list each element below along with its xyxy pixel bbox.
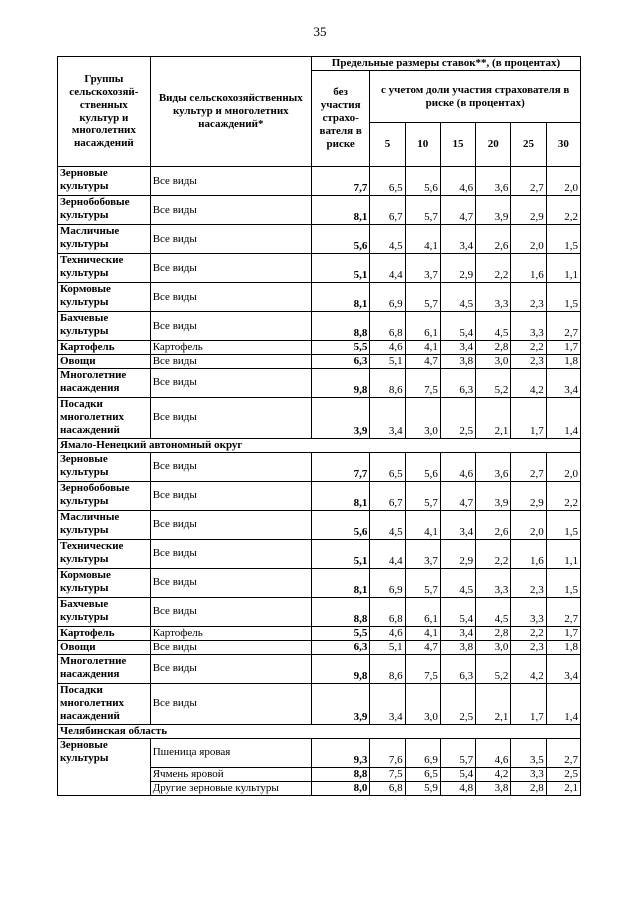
rate-share-25: 2,0	[511, 510, 546, 539]
crop-kind: Ячмень яровой	[150, 767, 311, 781]
rate-without-share: 8,1	[311, 283, 369, 312]
rate-share-10: 5,7	[405, 283, 440, 312]
rate-share-5: 7,6	[370, 738, 405, 767]
rate-share-30: 1,7	[546, 341, 580, 355]
crop-group: Технические культуры	[58, 539, 151, 568]
rate-share-20: 3,0	[476, 354, 511, 368]
rate-share-25: 3,3	[511, 312, 546, 341]
rate-share-30: 3,4	[546, 368, 580, 397]
rate-share-25: 1,6	[511, 254, 546, 283]
rate-share-15: 3,8	[440, 354, 475, 368]
rate-share-5: 6,8	[370, 781, 405, 795]
table-row	[58, 354, 581, 368]
rate-share-30: 1,4	[546, 683, 580, 724]
rate-share-30: 2,7	[546, 597, 580, 626]
rate-without-share: 7,7	[311, 452, 369, 481]
rate-share-5: 6,5	[370, 167, 405, 196]
rate-share-25: 2,3	[511, 568, 546, 597]
rate-share-15: 2,5	[440, 683, 475, 724]
rate-share-10: 4,1	[405, 510, 440, 539]
rate-share-25: 2,3	[511, 283, 546, 312]
rate-share-25: 2,3	[511, 640, 546, 654]
rate-share-30: 1,5	[546, 225, 580, 254]
rate-share-5: 6,7	[370, 481, 405, 510]
rate-share-5: 6,9	[370, 568, 405, 597]
table-row	[58, 510, 581, 539]
rate-share-5: 3,4	[370, 397, 405, 438]
region-yamalo-nenets: Ямало-Ненецкий автономный округ	[58, 438, 581, 452]
rate-share-5: 8,6	[370, 654, 405, 683]
rate-share-10: 4,1	[405, 626, 440, 640]
rate-share-30: 2,0	[546, 452, 580, 481]
rate-share-10: 3,0	[405, 683, 440, 724]
rate-without-share: 6,3	[311, 640, 369, 654]
table-row	[58, 167, 581, 196]
rate-share-20: 2,6	[476, 510, 511, 539]
rate-without-share: 5,1	[311, 539, 369, 568]
rate-share-15: 3,4	[440, 510, 475, 539]
rate-share-5: 6,7	[370, 196, 405, 225]
rate-share-5: 8,6	[370, 368, 405, 397]
rate-share-10: 6,9	[405, 738, 440, 767]
rate-share-10: 3,7	[405, 539, 440, 568]
rate-share-5: 4,4	[370, 539, 405, 568]
rate-share-5: 3,4	[370, 683, 405, 724]
rate-share-15: 5,7	[440, 738, 475, 767]
crop-group: Зерновые культуры	[58, 738, 151, 795]
rate-share-10: 4,1	[405, 341, 440, 355]
region-chelyabinsk: Челябинская область	[58, 724, 581, 738]
rate-share-30: 2,7	[546, 738, 580, 767]
rate-share-25: 4,2	[511, 654, 546, 683]
rate-share-20: 3,0	[476, 640, 511, 654]
rate-without-share: 5,6	[311, 225, 369, 254]
rate-share-25: 2,9	[511, 196, 546, 225]
rate-share-30: 1,8	[546, 640, 580, 654]
rate-share-15: 4,7	[440, 481, 475, 510]
rate-share-10: 5,6	[405, 167, 440, 196]
page-number: 35	[313, 24, 327, 39]
crop-kind: Все виды	[150, 539, 311, 568]
crop-kind: Все виды	[150, 368, 311, 397]
rate-share-10: 4,1	[405, 225, 440, 254]
rate-share-5: 4,4	[370, 254, 405, 283]
rate-share-10: 7,5	[405, 368, 440, 397]
rate-share-30: 2,7	[546, 312, 580, 341]
rate-share-15: 4,6	[440, 167, 475, 196]
rate-share-25: 2,7	[511, 452, 546, 481]
crop-group: Масличные культуры	[58, 225, 151, 254]
rate-share-30: 2,2	[546, 196, 580, 225]
rate-without-share: 8,0	[311, 781, 369, 795]
rate-share-20: 4,5	[476, 597, 511, 626]
crop-kind: Все виды	[150, 452, 311, 481]
region-row	[58, 438, 581, 452]
table-row	[58, 539, 581, 568]
crop-kind: Все виды	[150, 654, 311, 683]
rate-share-25: 2,0	[511, 225, 546, 254]
crop-group: Картофель	[58, 626, 151, 640]
rate-share-30: 1,7	[546, 626, 580, 640]
rate-share-25: 3,3	[511, 767, 546, 781]
rate-share-15: 5,4	[440, 597, 475, 626]
header-share-5: 5	[370, 123, 405, 167]
rate-without-share: 7,7	[311, 167, 369, 196]
rate-share-15: 4,5	[440, 568, 475, 597]
rate-share-20: 2,8	[476, 341, 511, 355]
rate-share-30: 2,0	[546, 167, 580, 196]
rate-share-10: 5,7	[405, 196, 440, 225]
rate-share-15: 3,4	[440, 225, 475, 254]
rate-share-20: 2,2	[476, 254, 511, 283]
header-share-30: 30	[546, 123, 580, 167]
crop-kind: Все виды	[150, 312, 311, 341]
table-row	[58, 397, 581, 438]
crop-group: Картофель	[58, 341, 151, 355]
header-share-15: 15	[440, 123, 475, 167]
rate-share-25: 3,5	[511, 738, 546, 767]
crop-kind: Все виды	[150, 225, 311, 254]
crop-kind: Все виды	[150, 354, 311, 368]
rate-share-20: 3,3	[476, 568, 511, 597]
rate-share-25: 2,9	[511, 481, 546, 510]
rate-share-30: 1,5	[546, 510, 580, 539]
rate-share-5: 7,5	[370, 767, 405, 781]
table-row	[58, 254, 581, 283]
rate-share-10: 5,9	[405, 781, 440, 795]
table-row	[58, 341, 581, 355]
rate-share-20: 4,6	[476, 738, 511, 767]
rate-share-5: 5,1	[370, 354, 405, 368]
crop-kind: Все виды	[150, 397, 311, 438]
rate-share-20: 2,8	[476, 626, 511, 640]
rate-share-15: 3,4	[440, 341, 475, 355]
rate-share-25: 1,7	[511, 397, 546, 438]
rate-without-share: 8,8	[311, 312, 369, 341]
rate-share-20: 2,1	[476, 397, 511, 438]
rate-share-5: 6,9	[370, 283, 405, 312]
rate-without-share: 9,8	[311, 368, 369, 397]
table-row	[58, 738, 581, 767]
rate-share-25: 2,3	[511, 354, 546, 368]
rate-share-15: 2,5	[440, 397, 475, 438]
rate-share-5: 4,5	[370, 225, 405, 254]
crop-kind: Все виды	[150, 254, 311, 283]
header-share-10: 10	[405, 123, 440, 167]
rate-share-25: 2,7	[511, 167, 546, 196]
rate-share-10: 5,6	[405, 452, 440, 481]
rate-share-10: 4,7	[405, 354, 440, 368]
crop-group: Кормовые культуры	[58, 568, 151, 597]
header-group: Группы сельскохозяй-ственных культур и многолетних насаждений	[58, 57, 151, 167]
rate-share-30: 1,5	[546, 568, 580, 597]
crop-group: Кормовые культуры	[58, 283, 151, 312]
rate-share-10: 6,1	[405, 597, 440, 626]
table-row	[58, 452, 581, 481]
rate-share-15: 4,7	[440, 196, 475, 225]
crop-kind: Все виды	[150, 640, 311, 654]
rate-share-5: 4,5	[370, 510, 405, 539]
rate-share-20: 3,9	[476, 196, 511, 225]
crop-kind: Все виды	[150, 196, 311, 225]
crop-group: Многолетние насаждения	[58, 368, 151, 397]
rate-share-30: 2,2	[546, 481, 580, 510]
rate-share-20: 2,1	[476, 683, 511, 724]
table-row	[58, 196, 581, 225]
header-limits: Предельные размеры ставок**, (в процентах)	[311, 57, 580, 71]
crop-group: Масличные культуры	[58, 510, 151, 539]
rate-without-share: 3,9	[311, 683, 369, 724]
rate-share-20: 5,2	[476, 654, 511, 683]
rate-share-20: 5,2	[476, 368, 511, 397]
rate-without-share: 5,1	[311, 254, 369, 283]
crop-group: Посадки многолетних насаждений	[58, 397, 151, 438]
crop-group: Зерновые культуры	[58, 167, 151, 196]
rate-share-10: 4,7	[405, 640, 440, 654]
rate-share-10: 5,7	[405, 481, 440, 510]
rate-share-15: 3,8	[440, 640, 475, 654]
crop-kind: Все виды	[150, 597, 311, 626]
rate-share-15: 6,3	[440, 368, 475, 397]
rate-share-25: 4,2	[511, 368, 546, 397]
table-row	[58, 597, 581, 626]
crop-kind: Все виды	[150, 683, 311, 724]
rate-share-25: 2,8	[511, 781, 546, 795]
header-with-share: с учетом доли участия страхователя в риске (в процентах)	[370, 71, 581, 123]
rate-share-10: 5,7	[405, 568, 440, 597]
rate-share-30: 1,5	[546, 283, 580, 312]
rate-share-10: 7,5	[405, 654, 440, 683]
table-row	[58, 683, 581, 724]
rate-share-25: 1,6	[511, 539, 546, 568]
rate-share-10: 3,7	[405, 254, 440, 283]
crop-group: Зернобобовые культуры	[58, 481, 151, 510]
rate-share-30: 2,5	[546, 767, 580, 781]
rate-share-30: 1,8	[546, 354, 580, 368]
header-share-25: 25	[511, 123, 546, 167]
rate-share-5: 4,6	[370, 626, 405, 640]
rate-share-30: 1,4	[546, 397, 580, 438]
rate-without-share: 5,5	[311, 626, 369, 640]
table-row	[58, 568, 581, 597]
rate-share-25: 1,7	[511, 683, 546, 724]
rate-without-share: 5,6	[311, 510, 369, 539]
rate-share-20: 4,2	[476, 767, 511, 781]
crop-group: Технические культуры	[58, 254, 151, 283]
crop-group: Овощи	[58, 354, 151, 368]
table-row	[58, 312, 581, 341]
table-row	[58, 283, 581, 312]
rate-share-20: 3,3	[476, 283, 511, 312]
rate-without-share: 8,8	[311, 767, 369, 781]
table-row	[58, 626, 581, 640]
rate-without-share: 3,9	[311, 397, 369, 438]
rate-share-25: 2,2	[511, 341, 546, 355]
table-row	[58, 640, 581, 654]
rate-share-10: 3,0	[405, 397, 440, 438]
crop-kind: Другие зерновые культуры	[150, 781, 311, 795]
crop-kind: Все виды	[150, 568, 311, 597]
header-kind: Виды сельскохозяйственных культур и многолетних насаждений*	[150, 57, 311, 167]
rate-share-20: 3,8	[476, 781, 511, 795]
rate-share-30: 2,1	[546, 781, 580, 795]
header-without-share: без участия страхо-вателя в риске	[311, 71, 369, 167]
rate-share-20: 3,9	[476, 481, 511, 510]
rate-share-20: 2,2	[476, 539, 511, 568]
crop-group: Посадки многолетних насаждений	[58, 683, 151, 724]
rate-share-25: 2,2	[511, 626, 546, 640]
rate-share-30: 3,4	[546, 654, 580, 683]
crop-kind: Все виды	[150, 283, 311, 312]
rate-share-5: 6,8	[370, 312, 405, 341]
rate-share-25: 3,3	[511, 597, 546, 626]
crop-group: Многолетние насаждения	[58, 654, 151, 683]
rate-without-share: 6,3	[311, 354, 369, 368]
rate-share-15: 4,5	[440, 283, 475, 312]
crop-kind: Пшеница яровая	[150, 738, 311, 767]
rate-share-10: 6,5	[405, 767, 440, 781]
crop-kind: Все виды	[150, 510, 311, 539]
rate-without-share: 9,3	[311, 738, 369, 767]
rate-share-5: 4,6	[370, 341, 405, 355]
table-row	[58, 225, 581, 254]
table-row	[58, 481, 581, 510]
table-row	[58, 654, 581, 683]
crop-kind: Все виды	[150, 167, 311, 196]
region-row	[58, 724, 581, 738]
rate-share-15: 5,4	[440, 312, 475, 341]
crop-kind: Картофель	[150, 626, 311, 640]
rate-without-share: 8,8	[311, 597, 369, 626]
rate-share-30: 1,1	[546, 539, 580, 568]
crop-group: Овощи	[58, 640, 151, 654]
rate-share-5: 5,1	[370, 640, 405, 654]
rate-share-20: 2,6	[476, 225, 511, 254]
rate-share-15: 2,9	[440, 254, 475, 283]
rate-share-15: 6,3	[440, 654, 475, 683]
rate-without-share: 9,8	[311, 654, 369, 683]
table-row	[58, 368, 581, 397]
rate-share-15: 4,8	[440, 781, 475, 795]
rate-share-15: 2,9	[440, 539, 475, 568]
rate-without-share: 8,1	[311, 196, 369, 225]
crop-kind: Все виды	[150, 481, 311, 510]
rate-share-20: 3,6	[476, 452, 511, 481]
crop-group: Бахчевые культуры	[58, 312, 151, 341]
header-share-20: 20	[476, 123, 511, 167]
rate-share-20: 4,5	[476, 312, 511, 341]
crop-kind: Картофель	[150, 341, 311, 355]
rate-share-15: 4,6	[440, 452, 475, 481]
rate-share-30: 1,1	[546, 254, 580, 283]
rate-share-5: 6,5	[370, 452, 405, 481]
rate-share-15: 5,4	[440, 767, 475, 781]
rate-share-15: 3,4	[440, 626, 475, 640]
rate-without-share: 8,1	[311, 481, 369, 510]
crop-group: Зернобобовые культуры	[58, 196, 151, 225]
rate-share-10: 6,1	[405, 312, 440, 341]
rate-without-share: 5,5	[311, 341, 369, 355]
insurance-rates-table	[57, 56, 581, 796]
rate-share-5: 6,8	[370, 597, 405, 626]
rate-without-share: 8,1	[311, 568, 369, 597]
crop-group: Бахчевые культуры	[58, 597, 151, 626]
rate-share-20: 3,6	[476, 167, 511, 196]
crop-group: Зерновые культуры	[58, 452, 151, 481]
